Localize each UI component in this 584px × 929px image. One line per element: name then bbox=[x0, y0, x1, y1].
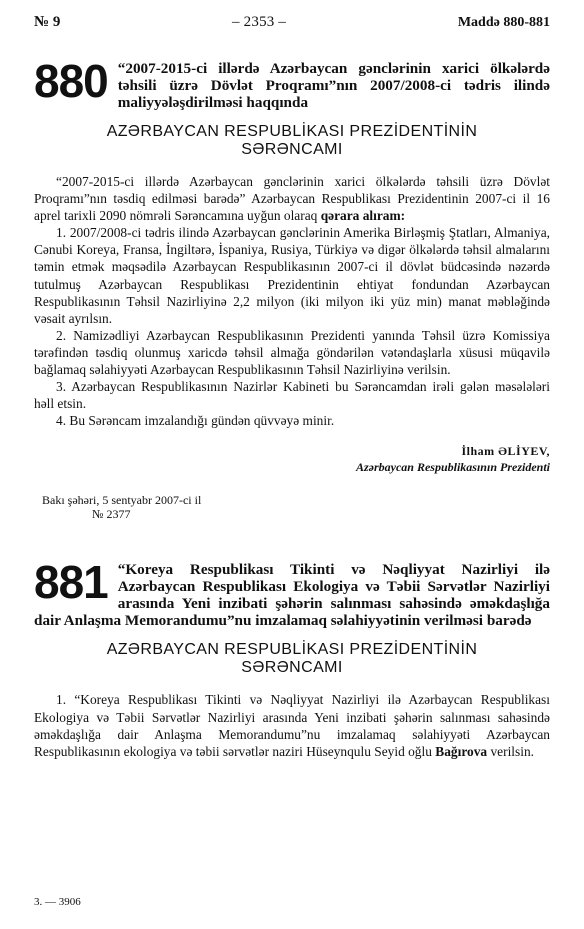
decree-880-signature bbox=[34, 443, 550, 475]
item-1-text: 1. “Koreya Respublikası Tikinti və Nəqliyyat Nazirliyi ilə Azərbaycan Respublikası Ekologiya və Təbii Sərvətlər Nazirliyi arasında Yeni inzibati şəhərin salınması sahəsində əməkdaşlığa dair Anlaşma Memorandumu”nu imzalamaq səlahiyyəti Azərbaycan Respublikasının ekologiya və təbii sərvətlər naziri Hüseynqulu Seyid oğlu bbox=[34, 692, 550, 759]
page-number: – 2353 – bbox=[232, 14, 287, 30]
gazette-page bbox=[34, 14, 550, 760]
decree-880-item-4: 4. Bu Sərəncam imzalandığı gündən qüvvəyə minir. bbox=[56, 413, 335, 429]
issuer-line-2: SƏRƏNCAMI bbox=[241, 141, 343, 158]
place-date: Bakı şəhəri, 5 sentyabr 2007-ci il bbox=[42, 493, 202, 508]
issuer-line-2: SƏRƏNCAMI bbox=[241, 659, 343, 677]
preamble-text: “2007-2015-ci illərdə Azərbaycan gənclərinin xarici ölkələrdə təhsili üzrə Dövlət Proqramı”nın təsdiq edilməsi barədə” Azərbaycan Respublikası Prezidentinin 2007-ci il 16 aprel tarixli 2090 nömrəli Sərəncamına uyğun olaraq bbox=[34, 174, 550, 224]
page-header bbox=[34, 14, 550, 38]
decree-880-body bbox=[34, 173, 550, 429]
preamble-resolution: qərara alıram: bbox=[320, 208, 406, 224]
decree-880-issuer bbox=[34, 123, 550, 159]
article-range: Maddə 880-881 bbox=[457, 15, 550, 30]
issuer-line-1: AZƏRBAYCAN RESPUBLİKASI PREZİDENTİNİN bbox=[106, 123, 478, 140]
decree-881-number: 881 bbox=[34, 556, 108, 609]
print-mark: 3. — 3906 bbox=[34, 896, 81, 908]
decree-881-title: “Koreya Respublikası Tikinti və Nəqliyyat Nazirliyi ilə Azərbaycan Respublikası Ekologiya və Təbii Sərvətlər Nazirliyi arasında Yeni inzibati şəhərin salınması sahəsində əməkdaşlığa dair Anlaşma Memorandumu”nu imzalamaq səlahiyyətinin verilməsi barədə bbox=[34, 561, 550, 630]
signer-title: Azərbaycan Respublikasının Prezidenti bbox=[355, 460, 550, 475]
issuer-line-1: AZƏRBAYCAN RESPUBLİKASI PREZİDENTİNİN bbox=[106, 641, 478, 659]
decree-881-item-1 bbox=[34, 691, 550, 759]
decree-880-item-2: 2. Namizədliyi Azərbaycan Respublikasının Prezidenti yanında Təhsil üzrə Komissiya tərəfindən təsdiq olunmuş xaricdə təhsil almağa göndərilən vətəndaşlarla xüsusi müqavilə bağlamaq səlahiyyəti Azərbaycan Respublikasının Təhsil Nazirliyinə verilsin. bbox=[34, 327, 550, 378]
decree-881-body bbox=[34, 691, 550, 759]
item-1-end: verilsin. bbox=[490, 743, 534, 759]
decree-880-heading bbox=[34, 55, 550, 111]
signer-name: İlham ƏLİYEV, bbox=[461, 444, 550, 459]
decree-881-issuer bbox=[34, 641, 550, 677]
decree-880-preamble bbox=[34, 173, 550, 224]
issue-number: № 9 bbox=[34, 14, 61, 30]
decree-880-title: “2007-2015-ci illərdə Azərbaycan gənclərinin xarici ölkələrdə təhsili üzrə Dövlət Proqramı”nın 2007/2008-ci tədris ilində maliyyələşdirilməsi haqqında bbox=[117, 60, 550, 111]
decree-880-number: 880 bbox=[34, 55, 108, 107]
item-1-name: Bağırova bbox=[435, 743, 488, 759]
document-number: № 2377 bbox=[92, 507, 131, 522]
decree-880-item-1: 1. 2007/2008-ci tədris ilində Azərbaycan gənclərinin Amerika Birləşmiş Ştatları, Almaniya, Cənubi Koreya, Fransa, İngiltərə, İspaniya, Rusiya, Türkiyə və digər ölkələrdə təhsil almalarını təmin etmək məqsədilə Azərbaycan Respublikasının 2007-ci il dövlət büdcəsində nəzərdə tutulmuş Azərbaycan Respublikası Prezidentinin ehtiyat fondundan Azərbaycan Respublikasının Təhsil Nazirliyinə 2,2 milyon (iki milyon iki yüz min) manat məbləğində vəsait ayrılsın. bbox=[34, 225, 550, 326]
decree-880-place-date bbox=[42, 493, 550, 521]
decree-880-item-3: 3. Azərbaycan Respublikasının Nazirlər Kabineti bu Sərəncamdan irəli gələn məsələləri həll etsin. bbox=[34, 379, 550, 412]
decree-881-heading bbox=[34, 556, 550, 630]
